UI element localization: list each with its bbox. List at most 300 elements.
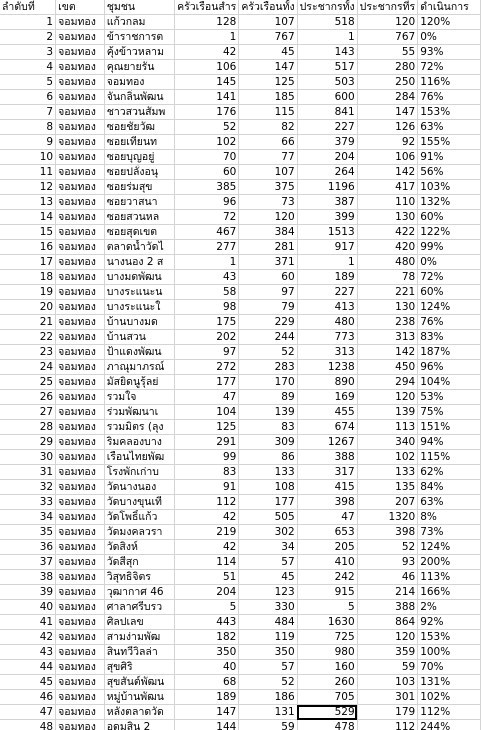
table-cell[interactable]: 313: [297, 345, 357, 360]
table-cell[interactable]: 281: [239, 240, 297, 255]
table-cell[interactable]: 62%: [418, 465, 481, 480]
table-cell[interactable]: 19: [0, 285, 56, 300]
table-cell[interactable]: 767: [239, 30, 297, 45]
table-cell[interactable]: บางมดพัฒน: [104, 270, 174, 285]
table-cell[interactable]: 244: [239, 330, 297, 345]
table-cell[interactable]: 189: [297, 270, 357, 285]
table-cell[interactable]: 443: [175, 615, 239, 630]
table-cell[interactable]: 1: [0, 15, 56, 30]
table-cell[interactable]: 841: [297, 105, 357, 120]
table-cell[interactable]: จอมทอง: [56, 300, 105, 315]
table-cell[interactable]: 139: [357, 405, 418, 420]
table-cell[interactable]: 91: [175, 480, 239, 495]
table-cell[interactable]: 124%: [418, 540, 481, 555]
table-cell[interactable]: 0%: [418, 255, 481, 270]
table-cell[interactable]: 202: [175, 330, 239, 345]
table-cell[interactable]: 317: [297, 465, 357, 480]
table-cell[interactable]: ชาวสวนสัมพ: [104, 105, 174, 120]
table-cell[interactable]: 175: [175, 315, 239, 330]
table-cell[interactable]: 52: [175, 120, 239, 135]
table-cell[interactable]: 52: [239, 675, 297, 690]
table-cell[interactable]: จอมทอง: [56, 120, 105, 135]
table-cell[interactable]: 767: [357, 30, 418, 45]
table-cell[interactable]: 505: [239, 510, 297, 525]
table-cell[interactable]: 20: [0, 300, 56, 315]
table-cell[interactable]: 27: [0, 405, 56, 420]
table-cell[interactable]: จอมทอง: [56, 540, 105, 555]
table-cell[interactable]: 13: [0, 195, 56, 210]
table-cell[interactable]: 153%: [418, 105, 481, 120]
table-cell[interactable]: ซอยชัยวัฒ: [104, 120, 174, 135]
table-cell[interactable]: จอมทอง: [104, 75, 174, 90]
table-cell[interactable]: จอมทอง: [56, 375, 105, 390]
table-cell[interactable]: 200%: [418, 555, 481, 570]
table-cell[interactable]: 57: [239, 555, 297, 570]
table-cell[interactable]: 125: [239, 75, 297, 90]
table-cell[interactable]: 398: [297, 495, 357, 510]
header-cell[interactable]: ชุมชน: [104, 0, 174, 15]
table-cell[interactable]: จอมทอง: [56, 525, 105, 540]
table-cell[interactable]: 229: [239, 315, 297, 330]
table-cell[interactable]: ศาลาศรีบรว: [104, 600, 174, 615]
table-cell[interactable]: 39: [0, 585, 56, 600]
header-cell[interactable]: ประชากรทั้ง: [297, 0, 357, 15]
table-cell[interactable]: ซอยร่มสุข: [104, 180, 174, 195]
table-cell[interactable]: 773: [297, 330, 357, 345]
table-cell[interactable]: จอมทอง: [56, 705, 105, 720]
table-cell[interactable]: 133: [239, 465, 297, 480]
table-cell[interactable]: 119: [239, 630, 297, 645]
table-cell[interactable]: 104: [175, 405, 239, 420]
table-cell[interactable]: 151%: [418, 420, 481, 435]
table-cell[interactable]: 384: [239, 225, 297, 240]
table-cell[interactable]: 1238: [297, 360, 357, 375]
table-cell[interactable]: 1: [297, 255, 357, 270]
table-cell[interactable]: 100%: [418, 645, 481, 660]
table-cell[interactable]: จอมทอง: [56, 570, 105, 585]
table-cell[interactable]: 518: [297, 15, 357, 30]
table-cell[interactable]: 417: [357, 180, 418, 195]
table-cell[interactable]: 302: [239, 525, 297, 540]
table-cell[interactable]: 92%: [418, 615, 481, 630]
table-cell[interactable]: 115%: [418, 450, 481, 465]
table-cell[interactable]: 145: [175, 75, 239, 90]
table-cell[interactable]: จอมทอง: [56, 90, 105, 105]
table-cell[interactable]: 1: [175, 255, 239, 270]
table-cell[interactable]: 112: [175, 495, 239, 510]
table-cell[interactable]: วุฒากาศ 46: [104, 585, 174, 600]
table-cell[interactable]: จอมทอง: [56, 630, 105, 645]
table-cell[interactable]: 2%: [418, 600, 481, 615]
table-cell[interactable]: 420: [357, 240, 418, 255]
table-cell[interactable]: 980: [297, 645, 357, 660]
table-cell[interactable]: 375: [239, 180, 297, 195]
table-cell[interactable]: 78: [357, 270, 418, 285]
table-cell[interactable]: 46: [357, 570, 418, 585]
table-cell[interactable]: 92: [357, 135, 418, 150]
table-cell[interactable]: 23: [0, 345, 56, 360]
table-cell[interactable]: จอมทอง: [56, 15, 105, 30]
table-cell[interactable]: 340: [357, 435, 418, 450]
table-cell[interactable]: 16: [0, 240, 56, 255]
table-cell[interactable]: จอมทอง: [56, 720, 105, 730]
table-cell[interactable]: โรงพักเก่าบ: [104, 465, 174, 480]
table-cell[interactable]: 52: [239, 345, 297, 360]
table-cell[interactable]: 186: [239, 690, 297, 705]
table-cell[interactable]: 124%: [418, 300, 481, 315]
table-cell[interactable]: 116%: [418, 75, 481, 90]
table-cell[interactable]: 59: [239, 720, 297, 730]
table-cell[interactable]: 86: [239, 450, 297, 465]
table-cell[interactable]: 60%: [418, 210, 481, 225]
table-cell[interactable]: จอมทอง: [56, 435, 105, 450]
table-cell[interactable]: 37: [0, 555, 56, 570]
table-cell[interactable]: 1267: [297, 435, 357, 450]
table-cell[interactable]: 9: [0, 135, 56, 150]
table-cell[interactable]: 725: [297, 630, 357, 645]
table-cell[interactable]: 99%: [418, 240, 481, 255]
table-cell[interactable]: 47: [0, 705, 56, 720]
table-cell[interactable]: 75%: [418, 405, 481, 420]
table-cell[interactable]: 82: [239, 120, 297, 135]
table-cell[interactable]: 387: [297, 195, 357, 210]
table-cell[interactable]: 14: [0, 210, 56, 225]
table-cell[interactable]: จอมทอง: [56, 240, 105, 255]
table-cell[interactable]: 484: [239, 615, 297, 630]
table-cell[interactable]: จันกลิ่นพัฒน: [104, 90, 174, 105]
table-cell[interactable]: 141: [175, 90, 239, 105]
table-cell[interactable]: 478: [297, 720, 357, 730]
table-cell[interactable]: 8%: [418, 510, 481, 525]
table-cell[interactable]: 107: [239, 15, 297, 30]
table-cell[interactable]: 350: [175, 645, 239, 660]
table-cell[interactable]: บ้านบางมด: [104, 315, 174, 330]
table-cell[interactable]: 1: [297, 30, 357, 45]
table-cell[interactable]: จอมทอง: [56, 135, 105, 150]
table-cell[interactable]: 131%: [418, 675, 481, 690]
table-cell[interactable]: 455: [297, 405, 357, 420]
table-cell[interactable]: 93: [357, 555, 418, 570]
table-cell[interactable]: 1513: [297, 225, 357, 240]
table-cell[interactable]: นางนอง 2 ส: [104, 255, 174, 270]
table-cell[interactable]: 915: [297, 585, 357, 600]
header-cell[interactable]: ครัวเรือนสำร: [175, 0, 239, 15]
table-cell[interactable]: 34: [0, 510, 56, 525]
table-cell[interactable]: 66: [239, 135, 297, 150]
table-cell[interactable]: 108: [239, 480, 297, 495]
table-cell[interactable]: 10: [0, 150, 56, 165]
table-cell[interactable]: จอมทอง: [56, 255, 105, 270]
table-cell[interactable]: จอมทอง: [56, 405, 105, 420]
table-cell[interactable]: 60: [239, 270, 297, 285]
table-cell[interactable]: 238: [357, 315, 418, 330]
table-cell[interactable]: 60%: [418, 285, 481, 300]
table-cell[interactable]: 59: [357, 660, 418, 675]
table-cell[interactable]: 147: [357, 105, 418, 120]
table-cell[interactable]: 467: [175, 225, 239, 240]
table-cell[interactable]: 112%: [418, 705, 481, 720]
table-cell[interactable]: จอมทอง: [56, 105, 105, 120]
table-cell[interactable]: 33: [0, 495, 56, 510]
table-cell[interactable]: จอมทอง: [56, 225, 105, 240]
table-cell[interactable]: 5: [0, 75, 56, 90]
table-cell[interactable]: ริมคลองบาง: [104, 435, 174, 450]
table-cell[interactable]: 388: [357, 600, 418, 615]
table-cell[interactable]: จอมทอง: [56, 360, 105, 375]
table-cell[interactable]: 125: [175, 420, 239, 435]
table-cell[interactable]: 122%: [418, 225, 481, 240]
table-cell[interactable]: 674: [297, 420, 357, 435]
table-cell[interactable]: วัดสิงห์: [104, 540, 174, 555]
table-cell[interactable]: จอมทอง: [56, 315, 105, 330]
table-cell[interactable]: 126: [357, 120, 418, 135]
table-cell[interactable]: 51: [175, 570, 239, 585]
table-cell[interactable]: 169: [297, 390, 357, 405]
table-cell[interactable]: จอมทอง: [56, 60, 105, 75]
table-cell[interactable]: จอมทอง: [56, 495, 105, 510]
table-cell[interactable]: 31: [0, 465, 56, 480]
table-cell[interactable]: 277: [175, 240, 239, 255]
table-cell[interactable]: 11: [0, 165, 56, 180]
table-cell[interactable]: 112: [357, 720, 418, 730]
table-cell[interactable]: เรือนไทยพัฒ: [104, 450, 174, 465]
table-cell[interactable]: 72: [175, 210, 239, 225]
table-cell[interactable]: 410: [297, 555, 357, 570]
table-cell[interactable]: จอมทอง: [56, 390, 105, 405]
table-cell[interactable]: 25: [0, 375, 56, 390]
table-cell[interactable]: 36: [0, 540, 56, 555]
table-cell[interactable]: 84%: [418, 480, 481, 495]
table-cell[interactable]: จอมทอง: [56, 420, 105, 435]
table-cell[interactable]: จอมทอง: [56, 210, 105, 225]
table-cell[interactable]: 96: [175, 195, 239, 210]
table-cell[interactable]: 102: [357, 450, 418, 465]
table-cell[interactable]: 48: [0, 720, 56, 730]
table-cell[interactable]: 705: [297, 690, 357, 705]
table-cell[interactable]: 18: [0, 270, 56, 285]
table-cell[interactable]: 379: [297, 135, 357, 150]
table-cell[interactable]: 204: [297, 150, 357, 165]
table-cell[interactable]: 89: [239, 390, 297, 405]
table-cell[interactable]: 47: [175, 390, 239, 405]
table-cell[interactable]: 1320: [357, 510, 418, 525]
table-cell[interactable]: 205: [297, 540, 357, 555]
table-cell[interactable]: 40: [175, 660, 239, 675]
table-cell[interactable]: 219: [175, 525, 239, 540]
table-cell[interactable]: 144: [175, 720, 239, 730]
table-cell[interactable]: 26: [0, 390, 56, 405]
table-cell[interactable]: 131: [239, 705, 297, 720]
table-cell[interactable]: 70%: [418, 660, 481, 675]
table-cell[interactable]: จอมทอง: [56, 195, 105, 210]
table-cell[interactable]: 309: [239, 435, 297, 450]
table-cell[interactable]: 221: [357, 285, 418, 300]
table-cell[interactable]: 890: [297, 375, 357, 390]
table-cell[interactable]: สามง่ามพัฒ: [104, 630, 174, 645]
table-cell[interactable]: 480: [297, 315, 357, 330]
table-cell[interactable]: 96%: [418, 360, 481, 375]
table-cell[interactable]: 123: [239, 585, 297, 600]
table-cell[interactable]: 422: [357, 225, 418, 240]
table-cell[interactable]: 102%: [418, 690, 481, 705]
table-cell[interactable]: 280: [357, 60, 418, 75]
table-cell[interactable]: หลังตลาดวัด: [104, 705, 174, 720]
table-cell[interactable]: 53%: [418, 390, 481, 405]
table-cell[interactable]: 120: [357, 15, 418, 30]
table-cell[interactable]: 42: [175, 540, 239, 555]
table-cell[interactable]: 42: [175, 510, 239, 525]
table-cell[interactable]: วัดสีสุก: [104, 555, 174, 570]
table-cell[interactable]: 41: [0, 615, 56, 630]
table-cell[interactable]: 260: [297, 675, 357, 690]
table-cell[interactable]: 128: [175, 15, 239, 30]
table-cell[interactable]: จอมทอง: [56, 45, 105, 60]
table-cell[interactable]: 155%: [418, 135, 481, 150]
table-cell[interactable]: 35: [0, 525, 56, 540]
table-cell[interactable]: 63%: [418, 495, 481, 510]
table-cell[interactable]: สุขศิริ: [104, 660, 174, 675]
table-cell[interactable]: วัดบางขุนเที: [104, 495, 174, 510]
table-cell[interactable]: 47: [297, 510, 357, 525]
table-cell[interactable]: 28: [0, 420, 56, 435]
table-cell[interactable]: 291: [175, 435, 239, 450]
table-cell[interactable]: จอมทอง: [56, 615, 105, 630]
table-cell[interactable]: ป้าแดงพัฒน: [104, 345, 174, 360]
table-cell[interactable]: 113%: [418, 570, 481, 585]
table-cell[interactable]: 46: [0, 690, 56, 705]
table-cell[interactable]: 207: [357, 495, 418, 510]
table-cell[interactable]: 283: [239, 360, 297, 375]
table-cell[interactable]: จอมทอง: [56, 285, 105, 300]
table-cell[interactable]: ซอยวาสนา: [104, 195, 174, 210]
table-cell[interactable]: 864: [357, 615, 418, 630]
table-cell[interactable]: แก้วกลม: [104, 15, 174, 30]
table-cell[interactable]: 93%: [418, 45, 481, 60]
table-cell[interactable]: 5: [297, 600, 357, 615]
table-cell[interactable]: 250: [357, 75, 418, 90]
table-cell[interactable]: จอมทอง: [56, 600, 105, 615]
table-cell[interactable]: 330: [239, 600, 297, 615]
table-cell[interactable]: 153%: [418, 630, 481, 645]
table-cell[interactable]: 97: [175, 345, 239, 360]
table-cell[interactable]: 42: [175, 45, 239, 60]
table-cell[interactable]: 130: [357, 210, 418, 225]
table-cell[interactable]: 83: [175, 465, 239, 480]
table-cell[interactable]: 204: [175, 585, 239, 600]
table-cell[interactable]: 4: [0, 60, 56, 75]
table-cell[interactable]: รวมมิตร (ลุง: [104, 420, 174, 435]
table-cell[interactable]: 107: [239, 165, 297, 180]
table-cell[interactable]: 58: [175, 285, 239, 300]
table-cell[interactable]: 600: [297, 90, 357, 105]
table-cell[interactable]: 142: [357, 165, 418, 180]
table-cell[interactable]: 99: [175, 450, 239, 465]
table-cell[interactable]: ตลาดน้ำวัดไ: [104, 240, 174, 255]
table-cell[interactable]: 106: [357, 150, 418, 165]
table-cell[interactable]: 45: [239, 570, 297, 585]
table-cell[interactable]: 22: [0, 330, 56, 345]
table-cell[interactable]: จอมทอง: [56, 465, 105, 480]
table-cell[interactable]: 388: [297, 450, 357, 465]
table-cell[interactable]: 350: [239, 645, 297, 660]
table-cell[interactable]: 132%: [418, 195, 481, 210]
table-cell[interactable]: 413: [297, 300, 357, 315]
table-cell[interactable]: 359: [357, 645, 418, 660]
table-cell[interactable]: 244%: [418, 720, 481, 730]
table-cell[interactable]: จอมทอง: [56, 585, 105, 600]
table-cell[interactable]: 147: [239, 60, 297, 75]
table-cell[interactable]: 120: [357, 630, 418, 645]
table-cell[interactable]: 185: [239, 90, 297, 105]
table-cell[interactable]: 130: [357, 300, 418, 315]
table-cell[interactable]: อดมสิน 2: [104, 720, 174, 730]
table-cell[interactable]: ซอยบุญอยู่: [104, 150, 174, 165]
table-cell[interactable]: 34: [239, 540, 297, 555]
table-cell[interactable]: 103: [357, 675, 418, 690]
table-cell[interactable]: จอมทอง: [56, 150, 105, 165]
table-cell[interactable]: 73: [239, 195, 297, 210]
table-cell[interactable]: วัดนางนอง: [104, 480, 174, 495]
header-cell[interactable]: เขต: [56, 0, 105, 15]
table-cell[interactable]: 182: [175, 630, 239, 645]
table-cell[interactable]: 179: [357, 705, 418, 720]
table-cell[interactable]: 177: [175, 375, 239, 390]
table-cell[interactable]: 17: [0, 255, 56, 270]
table-cell[interactable]: 97: [239, 285, 297, 300]
table-cell[interactable]: 7: [0, 105, 56, 120]
table-cell[interactable]: จอมทอง: [56, 165, 105, 180]
table-cell[interactable]: 284: [357, 90, 418, 105]
table-cell[interactable]: 44: [0, 660, 56, 675]
table-cell[interactable]: 103%: [418, 180, 481, 195]
table-cell[interactable]: 313: [357, 330, 418, 345]
table-cell[interactable]: จอมทอง: [56, 690, 105, 705]
table-cell[interactable]: วัดโพธิ์แก้ว: [104, 510, 174, 525]
table-cell[interactable]: 68: [175, 675, 239, 690]
table-cell[interactable]: 21: [0, 315, 56, 330]
table-cell[interactable]: 76%: [418, 315, 481, 330]
table-cell[interactable]: ศิลปเลข: [104, 615, 174, 630]
table-cell[interactable]: 5: [175, 600, 239, 615]
table-cell[interactable]: 3: [0, 45, 56, 60]
table-cell[interactable]: ซอยสวนหล: [104, 210, 174, 225]
table-cell[interactable]: จอมทอง: [56, 660, 105, 675]
table-cell[interactable]: 187%: [418, 345, 481, 360]
table-cell[interactable]: 480: [357, 255, 418, 270]
table-cell[interactable]: 0%: [418, 30, 481, 45]
table-cell[interactable]: บางระแนะน: [104, 285, 174, 300]
table-cell[interactable]: 115: [239, 105, 297, 120]
table-cell[interactable]: 264: [297, 165, 357, 180]
table-cell[interactable]: 32: [0, 480, 56, 495]
table-cell[interactable]: วิสุทธิจิตร: [104, 570, 174, 585]
table-cell[interactable]: 301: [357, 690, 418, 705]
table-cell[interactable]: ซอยปลั่งอนุ: [104, 165, 174, 180]
table-cell[interactable]: 170: [239, 375, 297, 390]
header-cell[interactable]: ลำดับที่: [0, 0, 56, 15]
table-cell[interactable]: 76%: [418, 90, 481, 105]
table-cell[interactable]: 45: [239, 45, 297, 60]
table-cell[interactable]: 38: [0, 570, 56, 585]
table-cell[interactable]: บ้านสวน: [104, 330, 174, 345]
table-cell[interactable]: 139: [239, 405, 297, 420]
table-cell[interactable]: 2: [0, 30, 56, 45]
table-cell[interactable]: 73%: [418, 525, 481, 540]
table-cell[interactable]: 415: [297, 480, 357, 495]
table-cell[interactable]: 83%: [418, 330, 481, 345]
table-cell[interactable]: 43: [0, 645, 56, 660]
table-cell[interactable]: 227: [297, 285, 357, 300]
